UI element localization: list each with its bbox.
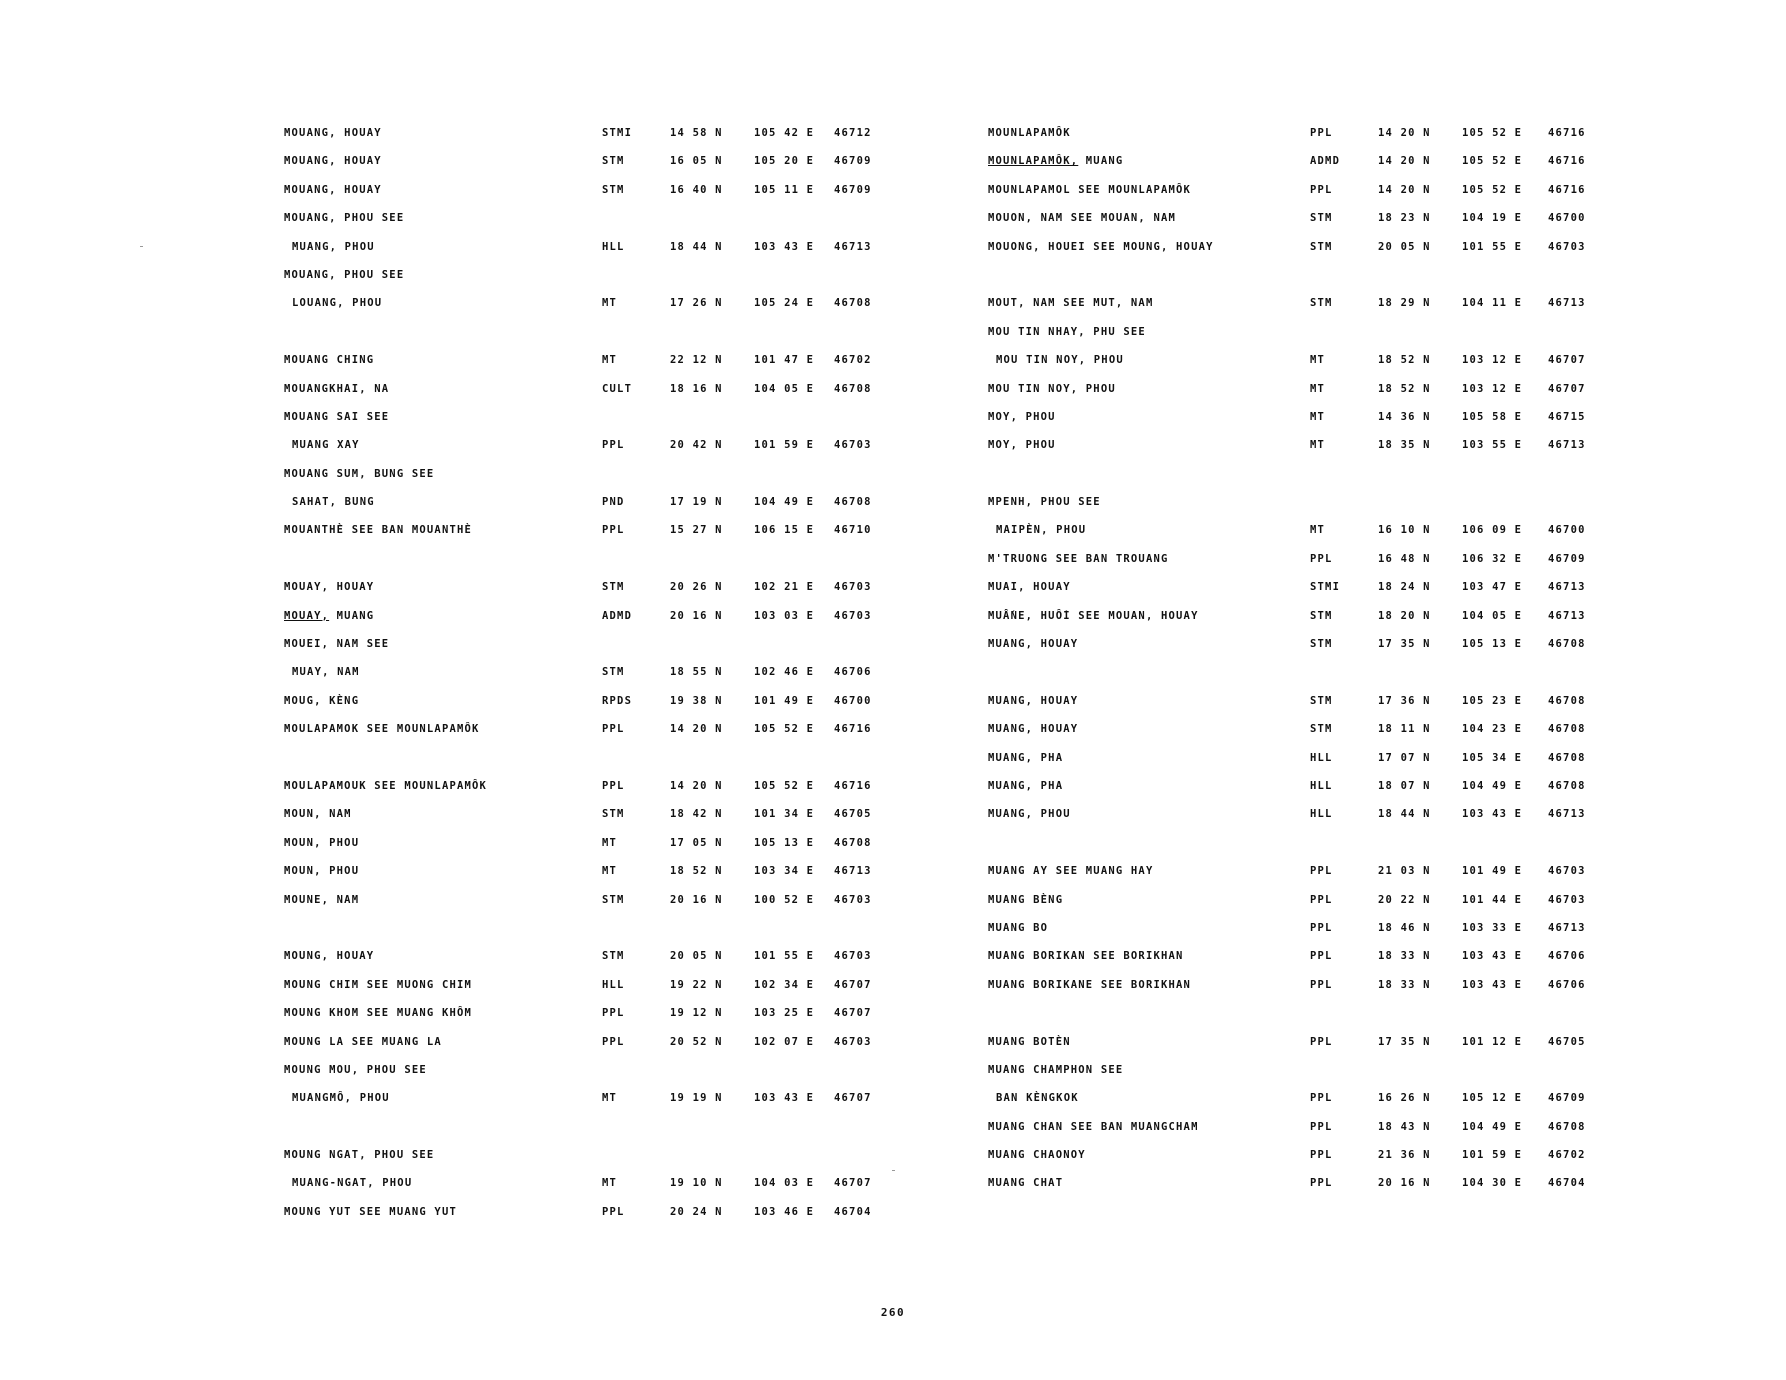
latitude: 14 58 N: [670, 127, 723, 139]
latitude: 14 20 N: [1378, 183, 1431, 196]
map-sheet-number: 46702: [1548, 1149, 1586, 1162]
place-name: MOU TIN NOY, PHOU: [988, 382, 1116, 395]
latitude: 19 22 N: [670, 978, 723, 991]
place-name: MUẤNE, HUỐI SEE MOUAN, HOUAY: [988, 609, 1199, 622]
latitude: 17 36 N: [1378, 694, 1431, 707]
feature-code: STM: [602, 581, 625, 594]
feature-code: PPL: [602, 1035, 625, 1048]
feature-code: STMI: [602, 127, 633, 139]
latitude: 14 20 N: [1378, 155, 1431, 168]
place-name: MOUNE, NAM: [284, 893, 360, 906]
feature-code: STM: [602, 666, 625, 679]
latitude: 21 03 N: [1378, 865, 1431, 878]
map-sheet-number: 46704: [1548, 1177, 1586, 1190]
latitude: 18 33 N: [1378, 950, 1431, 963]
feature-code: STM: [1310, 212, 1333, 225]
map-sheet-number: 46708: [1548, 723, 1586, 736]
map-sheet-number: 46700: [1548, 212, 1586, 225]
feature-code: HLL: [1310, 751, 1333, 764]
longitude: 102 07 E: [754, 1035, 815, 1048]
latitude: 20 42 N: [670, 439, 723, 452]
latitude: 18 43 N: [1378, 1120, 1431, 1133]
map-sheet-number: 46704: [834, 1205, 872, 1218]
latitude: 19 12 N: [670, 1007, 723, 1020]
map-sheet-number: 46713: [1548, 297, 1586, 310]
map-sheet-number: 46700: [834, 694, 872, 707]
place-name: MOY, PHOU: [988, 439, 1056, 452]
place-name: MUANG BORIKANE SEE BORIKHAN: [988, 978, 1192, 991]
map-sheet-number: 46703: [834, 439, 872, 452]
map-sheet-number: 46705: [1548, 1035, 1586, 1048]
longitude: 103 43 E: [1462, 808, 1523, 821]
feature-code: PPL: [1310, 1092, 1333, 1105]
longitude: 105 52 E: [1462, 155, 1523, 168]
map-sheet-number: 46708: [1548, 1120, 1586, 1133]
map-sheet-number: 46703: [834, 893, 872, 906]
feature-code: STM: [1310, 609, 1333, 622]
latitude: 16 05 N: [670, 155, 723, 168]
place-name: MOUONG, HOUEI SEE MOUNG, HOUAY: [988, 240, 1214, 253]
feature-code: STM: [602, 155, 625, 168]
place-name: MOUANG, PHOU SEE: [284, 212, 405, 225]
map-sheet-number: 46709: [1548, 1092, 1586, 1105]
place-name: MOULAPAMOUK SEE MOUNLAPAMÔK: [284, 779, 488, 792]
longitude: 105 24 E: [754, 297, 815, 310]
longitude: 103 47 E: [1462, 581, 1523, 594]
map-sheet-number: 46713: [1548, 609, 1586, 622]
longitude: 100 52 E: [754, 893, 815, 906]
longitude: 104 11 E: [1462, 297, 1523, 310]
latitude: 16 40 N: [670, 183, 723, 196]
latitude: 20 16 N: [1378, 1177, 1431, 1190]
feature-code: STM: [1310, 297, 1333, 310]
place-name: MUANG CHAMPHON SEE: [988, 1063, 1124, 1076]
map-sheet-number: 46703: [1548, 240, 1586, 253]
place-name: MOUN, NAM: [284, 808, 352, 821]
page-number: 260: [880, 1306, 906, 1319]
feature-code: MT: [1310, 524, 1326, 537]
place-name: MOUANG, HOUAY: [284, 183, 382, 196]
place-name: MUANG BORIKAN SEE BORIKHAN: [988, 950, 1184, 963]
latitude: 14 20 N: [670, 723, 723, 736]
longitude: 102 46 E: [754, 666, 815, 679]
feature-code: STM: [1310, 240, 1333, 253]
place-name: MOUNLAPAMÔK: [988, 127, 1071, 139]
place-name: MUANG CHAT: [988, 1177, 1064, 1190]
feature-code: STM: [602, 808, 625, 821]
longitude: 101 44 E: [1462, 893, 1523, 906]
feature-code: MT: [602, 1092, 618, 1105]
longitude: 101 59 E: [754, 439, 815, 452]
feature-code: PPL: [1310, 1149, 1333, 1162]
latitude: 18 35 N: [1378, 439, 1431, 452]
latitude: 17 05 N: [670, 836, 723, 849]
place-name: MOUN, PHOU: [284, 865, 360, 878]
longitude: 105 12 E: [1462, 1092, 1523, 1105]
latitude: 14 20 N: [670, 779, 723, 792]
feature-code: RPDS: [602, 694, 633, 707]
longitude: 104 49 E: [754, 496, 815, 509]
map-sheet-number: 46707: [834, 1177, 872, 1190]
map-sheet-number: 46716: [834, 779, 872, 792]
map-sheet-number: 46713: [834, 865, 872, 878]
latitude: 18 24 N: [1378, 581, 1431, 594]
place-name: MOUANG, PHOU SEE: [284, 268, 405, 281]
place-name: MOUNG MOU, PHOU SEE: [284, 1063, 427, 1076]
place-name: MUANG, PHOU: [292, 240, 375, 253]
longitude: 103 34 E: [754, 865, 815, 878]
latitude: 18 29 N: [1378, 297, 1431, 310]
longitude: 104 30 E: [1462, 1177, 1523, 1190]
map-sheet-number: 46708: [1548, 638, 1586, 651]
map-sheet-number: 46703: [834, 609, 872, 622]
feature-code: MT: [602, 354, 618, 367]
longitude: 103 25 E: [754, 1007, 815, 1020]
latitude: 17 26 N: [670, 297, 723, 310]
place-name: MOUNG, HOUAY: [284, 950, 375, 963]
feature-code: PND: [602, 496, 625, 509]
longitude: 105 58 E: [1462, 410, 1523, 423]
map-sheet-number: 46712: [834, 127, 872, 139]
latitude: 18 52 N: [1378, 382, 1431, 395]
map-sheet-number: 46708: [834, 382, 872, 395]
latitude: 17 35 N: [1378, 638, 1431, 651]
map-sheet-number: 46716: [1548, 183, 1586, 196]
place-name: MUANG CHAN SEE BAN MUANGCHAM: [988, 1120, 1199, 1133]
place-name: LOUANG, PHOU: [292, 297, 383, 310]
feature-code: MT: [1310, 382, 1326, 395]
feature-code: STM: [602, 183, 625, 196]
place-name: MOUAY, MUANG: [284, 609, 375, 622]
place-name: MOY, PHOU: [988, 410, 1056, 423]
longitude: 101 34 E: [754, 808, 815, 821]
longitude: 103 43 E: [754, 240, 815, 253]
longitude: 105 23 E: [1462, 694, 1523, 707]
longitude: 103 43 E: [754, 1092, 815, 1105]
place-name: MOUAY, HOUAY: [284, 581, 375, 594]
latitude: 20 22 N: [1378, 893, 1431, 906]
scan-speck: [140, 246, 143, 247]
feature-code: PPL: [1310, 1120, 1333, 1133]
longitude: 103 43 E: [1462, 950, 1523, 963]
map-sheet-number: 46713: [1548, 808, 1586, 821]
latitude: 20 05 N: [670, 950, 723, 963]
place-name: MOUG, KÈNG: [284, 694, 360, 707]
feature-code: MT: [1310, 439, 1326, 452]
longitude: 101 49 E: [754, 694, 815, 707]
feature-code: MT: [602, 836, 618, 849]
longitude: 105 52 E: [754, 723, 815, 736]
latitude: 18 52 N: [670, 865, 723, 878]
feature-code: PPL: [1310, 978, 1333, 991]
feature-code: MT: [1310, 354, 1326, 367]
longitude: 101 55 E: [754, 950, 815, 963]
place-name: MUANG-NGAT, PHOU: [292, 1177, 413, 1190]
longitude: 101 59 E: [1462, 1149, 1523, 1162]
map-sheet-number: 46713: [1548, 581, 1586, 594]
map-sheet-number: 46703: [1548, 893, 1586, 906]
map-sheet-number: 46707: [834, 1092, 872, 1105]
longitude: 101 47 E: [754, 354, 815, 367]
feature-code: PPL: [1310, 1177, 1333, 1190]
feature-code: HLL: [602, 240, 625, 253]
map-sheet-number: 46716: [834, 723, 872, 736]
place-name: MOUANG, HOUAY: [284, 155, 382, 168]
map-sheet-number: 46713: [1548, 921, 1586, 934]
place-name: MOUT, NAM SEE MUT, NAM: [988, 297, 1154, 310]
place-name: MAIPÈN, PHOU: [996, 524, 1087, 537]
latitude: 20 52 N: [670, 1035, 723, 1048]
longitude: 105 11 E: [754, 183, 815, 196]
map-sheet-number: 46700: [1548, 524, 1586, 537]
place-name: MOUNG LA SEE MUANG LA: [284, 1035, 442, 1048]
longitude: 104 19 E: [1462, 212, 1523, 225]
feature-code: STM: [602, 950, 625, 963]
latitude: 19 38 N: [670, 694, 723, 707]
latitude: 16 10 N: [1378, 524, 1431, 537]
map-sheet-number: 46705: [834, 808, 872, 821]
latitude: 18 33 N: [1378, 978, 1431, 991]
longitude: 105 52 E: [1462, 183, 1523, 196]
feature-code: HLL: [1310, 808, 1333, 821]
place-name: MOUANG, HOUAY: [284, 127, 382, 139]
longitude: 105 42 E: [754, 127, 815, 139]
place-name: MOUNG KHOM SEE MUANG KHÔM: [284, 1007, 473, 1020]
place-name: MOU TIN NOY, PHOU: [996, 354, 1124, 367]
longitude: 104 49 E: [1462, 1120, 1523, 1133]
feature-code: PPL: [602, 1007, 625, 1020]
place-name: MUANGMÔ, PHOU: [292, 1092, 390, 1105]
feature-code: PPL: [602, 779, 625, 792]
map-sheet-number: 46707: [1548, 354, 1586, 367]
place-name: MUANG, HOUAY: [988, 723, 1079, 736]
feature-code: STM: [1310, 694, 1333, 707]
latitude: 18 20 N: [1378, 609, 1431, 622]
longitude: 105 13 E: [1462, 638, 1523, 651]
latitude: 15 27 N: [670, 524, 723, 537]
latitude: 20 24 N: [670, 1205, 723, 1218]
feature-code: MT: [602, 865, 618, 878]
longitude: 103 33 E: [1462, 921, 1523, 934]
feature-code: PPL: [1310, 865, 1333, 878]
latitude: 18 44 N: [670, 240, 723, 253]
feature-code: CULT: [602, 382, 633, 395]
map-sheet-number: 46706: [1548, 950, 1586, 963]
place-name: BAN KÈNGKOK: [996, 1092, 1079, 1105]
latitude: 19 10 N: [670, 1177, 723, 1190]
place-name: MOULAPAMOK SEE MOUNLAPAMÔK: [284, 723, 480, 736]
longitude: 103 03 E: [754, 609, 815, 622]
place-name: MUANG BÈNG: [988, 893, 1064, 906]
latitude: 20 05 N: [1378, 240, 1431, 253]
latitude: 14 36 N: [1378, 410, 1431, 423]
longitude: 106 09 E: [1462, 524, 1523, 537]
longitude: 101 55 E: [1462, 240, 1523, 253]
latitude: 20 16 N: [670, 893, 723, 906]
place-name: MOUN, PHOU: [284, 836, 360, 849]
feature-code: PPL: [1310, 893, 1333, 906]
place-name: MOUANGKHAI, NA: [284, 382, 390, 395]
scan-speck: [892, 1170, 895, 1171]
latitude: 20 16 N: [670, 609, 723, 622]
latitude: 18 42 N: [670, 808, 723, 821]
longitude: 105 20 E: [754, 155, 815, 168]
feature-code: PPL: [602, 524, 625, 537]
place-name: MUANG, HOUAY: [988, 694, 1079, 707]
map-sheet-number: 46707: [834, 978, 872, 991]
place-name: MUANG, PHA: [988, 779, 1064, 792]
latitude: 20 26 N: [670, 581, 723, 594]
map-sheet-number: 46716: [1548, 127, 1586, 139]
place-name: SAHAT, BUNG: [292, 496, 375, 509]
place-name: MOUEI, NAM SEE: [284, 638, 390, 651]
longitude: 102 34 E: [754, 978, 815, 991]
longitude: 103 12 E: [1462, 354, 1523, 367]
latitude: 18 07 N: [1378, 779, 1431, 792]
place-name: MUANG XAY: [292, 439, 360, 452]
feature-code: PPL: [602, 723, 625, 736]
place-name: MUANG CHAONOY: [988, 1149, 1086, 1162]
feature-code: STM: [1310, 723, 1333, 736]
feature-code: ADMD: [1310, 155, 1341, 168]
longitude: 101 49 E: [1462, 865, 1523, 878]
feature-code: HLL: [1310, 779, 1333, 792]
map-sheet-number: 46708: [834, 297, 872, 310]
longitude: 104 49 E: [1462, 779, 1523, 792]
map-sheet-number: 46703: [834, 1035, 872, 1048]
place-name: MOU TIN NHAY, PHU SEE: [988, 325, 1146, 338]
map-sheet-number: 46706: [834, 666, 872, 679]
latitude: 19 19 N: [670, 1092, 723, 1105]
longitude: 101 12 E: [1462, 1035, 1523, 1048]
latitude: 18 23 N: [1378, 212, 1431, 225]
feature-code: PPL: [1310, 552, 1333, 565]
place-name: M'TRUONG SEE BAN TROUANG: [988, 552, 1169, 565]
longitude: 102 21 E: [754, 581, 815, 594]
map-sheet-number: 46716: [1548, 155, 1586, 168]
latitude: 16 26 N: [1378, 1092, 1431, 1105]
longitude: 106 15 E: [754, 524, 815, 537]
longitude: 106 32 E: [1462, 552, 1523, 565]
map-sheet-number: 46708: [1548, 751, 1586, 764]
longitude: 103 43 E: [1462, 978, 1523, 991]
feature-code: PPL: [602, 439, 625, 452]
place-name: MOUANG SAI SEE: [284, 410, 390, 423]
feature-code: ADMD: [602, 609, 633, 622]
latitude: 22 12 N: [670, 354, 723, 367]
place-name: MOUNG CHIM SEE MUONG CHIM: [284, 978, 473, 991]
feature-code: PPL: [1310, 1035, 1333, 1048]
map-sheet-number: 46713: [1548, 439, 1586, 452]
longitude: 104 03 E: [754, 1177, 815, 1190]
place-name: MOUNLAPAMOL SEE MOUNLAPAMÔK: [988, 183, 1192, 196]
place-name: MOUANTHÈ SEE BAN MOUANTHÈ: [284, 524, 473, 537]
feature-code: HLL: [602, 978, 625, 991]
latitude: 18 16 N: [670, 382, 723, 395]
latitude: 16 48 N: [1378, 552, 1431, 565]
place-name: MUANG AY SEE MUANG HAY: [988, 865, 1154, 878]
latitude: 18 44 N: [1378, 808, 1431, 821]
map-sheet-number: 46702: [834, 354, 872, 367]
latitude: 14 20 N: [1378, 127, 1431, 139]
place-name: MUAY, NAM: [292, 666, 360, 679]
map-sheet-number: 46707: [834, 1007, 872, 1020]
feature-code: STM: [602, 893, 625, 906]
latitude: 17 19 N: [670, 496, 723, 509]
longitude: 104 23 E: [1462, 723, 1523, 736]
place-name: MUANG, PHA: [988, 751, 1064, 764]
longitude: 105 52 E: [754, 779, 815, 792]
longitude: 103 55 E: [1462, 439, 1523, 452]
latitude: 17 07 N: [1378, 751, 1431, 764]
feature-code: PPL: [1310, 950, 1333, 963]
place-name: MUANG, HOUAY: [988, 638, 1079, 651]
place-name: MPENH, PHOU SEE: [988, 496, 1101, 509]
place-name: MOUNLAPAMÔK, MUANG: [988, 155, 1124, 168]
map-sheet-number: 46708: [1548, 779, 1586, 792]
latitude: 18 46 N: [1378, 921, 1431, 934]
feature-code: PPL: [602, 1205, 625, 1218]
feature-code: MT: [602, 297, 618, 310]
latitude: 21 36 N: [1378, 1149, 1431, 1162]
latitude: 18 55 N: [670, 666, 723, 679]
map-sheet-number: 46709: [834, 183, 872, 196]
feature-code: STM: [1310, 638, 1333, 651]
map-sheet-number: 46708: [1548, 694, 1586, 707]
map-sheet-number: 46703: [834, 581, 872, 594]
place-name: MOUNG NGAT, PHOU SEE: [284, 1149, 435, 1162]
map-sheet-number: 46709: [1548, 552, 1586, 565]
feature-code: PPL: [1310, 183, 1333, 196]
map-sheet-number: 46706: [1548, 978, 1586, 991]
place-name: MOUANG SUM, BUNG SEE: [284, 467, 435, 480]
map-sheet-number: 46709: [834, 155, 872, 168]
map-sheet-number: 46703: [834, 950, 872, 963]
latitude: 18 11 N: [1378, 723, 1431, 736]
feature-code: MT: [1310, 410, 1326, 423]
longitude: 103 12 E: [1462, 382, 1523, 395]
longitude: 105 34 E: [1462, 751, 1523, 764]
map-sheet-number: 46715: [1548, 410, 1586, 423]
longitude: 104 05 E: [754, 382, 815, 395]
latitude: 17 35 N: [1378, 1035, 1431, 1048]
map-sheet-number: 46703: [1548, 865, 1586, 878]
place-name: MUANG, PHOU: [988, 808, 1071, 821]
latitude: 18 52 N: [1378, 354, 1431, 367]
feature-code: MT: [602, 1177, 618, 1190]
map-sheet-number: 46707: [1548, 382, 1586, 395]
map-sheet-number: 46713: [834, 240, 872, 253]
map-sheet-number: 46710: [834, 524, 872, 537]
place-name: MUANG BOTÈN: [988, 1035, 1071, 1048]
place-name: MUANG BO: [988, 921, 1049, 934]
feature-code: PPL: [1310, 921, 1333, 934]
place-name: MOUANG CHING: [284, 354, 375, 367]
map-sheet-number: 46708: [834, 836, 872, 849]
longitude: 103 46 E: [754, 1205, 815, 1218]
map-sheet-number: 46708: [834, 496, 872, 509]
place-name: MUAI, HOUAY: [988, 581, 1071, 594]
longitude: 105 52 E: [1462, 127, 1523, 139]
feature-code: STMI: [1310, 581, 1341, 594]
place-name: MOUNG YUT SEE MUANG YUT: [284, 1205, 457, 1218]
place-name: MOUON, NAM SEE MOUAN, NAM: [988, 212, 1177, 225]
longitude: 105 13 E: [754, 836, 815, 849]
feature-code: PPL: [1310, 127, 1333, 139]
longitude: 104 05 E: [1462, 609, 1523, 622]
